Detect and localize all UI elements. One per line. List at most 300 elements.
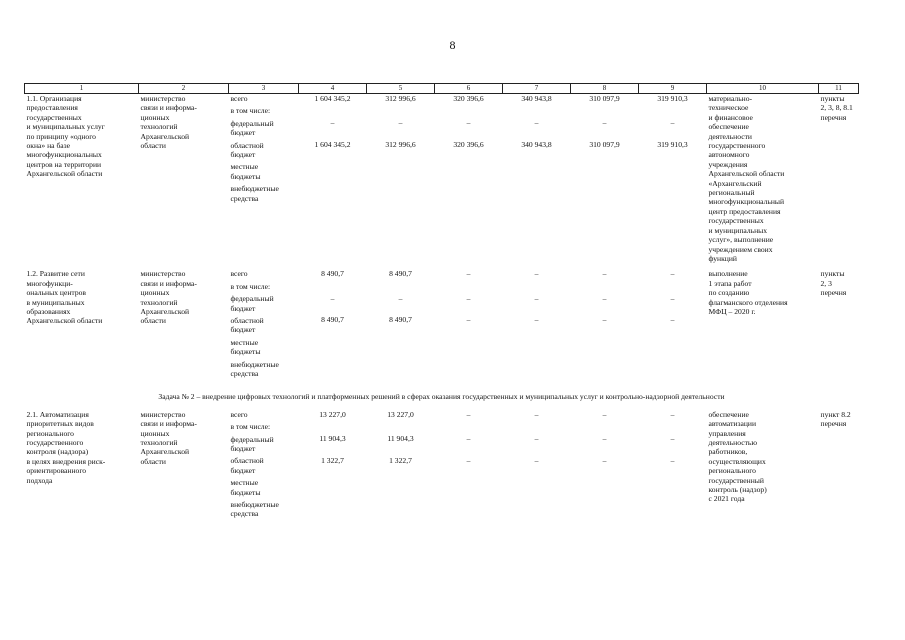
funding-value-text: 8 490,7 (321, 315, 344, 325)
spacer (573, 128, 637, 137)
measure-name-line: окна» на базе (26, 141, 71, 151)
funding-value-text: – (534, 409, 539, 419)
funding-value-text (505, 182, 569, 191)
header-cell: 3 (229, 84, 299, 94)
funding-value (301, 456, 365, 474)
funding-value-text: 1 604 345,2 (314, 139, 351, 149)
executor-line: Архангельской (140, 306, 190, 316)
funding-value-column (299, 410, 367, 522)
funding-value-text: – (398, 293, 403, 303)
funding-value (301, 337, 365, 355)
funding-value-text (301, 282, 365, 291)
expected-result-line: услуг», выполнение (708, 235, 774, 245)
spacer (573, 170, 637, 179)
funding-value-text (437, 337, 501, 346)
funding-value (505, 434, 569, 452)
spacer (573, 303, 637, 312)
measure-name (25, 269, 139, 381)
executor-line: области (140, 141, 166, 151)
funding-value-text (437, 422, 501, 431)
header-cell: 7 (503, 84, 571, 94)
header-cell: 11 (819, 84, 859, 94)
funding-value (573, 498, 637, 516)
executor-line: связи и информа- (140, 278, 197, 288)
funding-value-text (369, 422, 433, 431)
spacer (641, 128, 705, 137)
funding-value-text (301, 477, 365, 486)
spacer (437, 444, 501, 453)
funding-value-text: – (330, 118, 335, 128)
funding-value-text (505, 498, 569, 507)
funding-value-column (367, 94, 435, 264)
funding-value (573, 118, 637, 136)
funding-source (231, 184, 297, 203)
funding-value-text (369, 498, 433, 507)
funding-value (505, 422, 569, 431)
funding-value (301, 315, 365, 333)
funding-value-text: – (670, 409, 675, 419)
funding-value (437, 161, 501, 179)
funding-source (231, 410, 297, 419)
funding-value-text: 319 910,3 (657, 94, 688, 103)
funding-value-text: – (466, 434, 471, 444)
funding-source-line: в том числе: (230, 106, 271, 116)
executor-line: технологий (140, 438, 178, 447)
header-cell: 5 (367, 84, 435, 94)
funding-source-line: средства (230, 368, 259, 378)
funding-value-text: – (602, 455, 607, 465)
table-header (25, 84, 859, 94)
measure-name-line: предоставления (26, 103, 78, 113)
funding-value (573, 106, 637, 115)
executor-line: ционных (140, 428, 170, 438)
spacer (505, 170, 569, 179)
spacer (369, 149, 433, 158)
funding-source (231, 162, 297, 181)
funding-value-text: 13 227,0 (387, 409, 414, 419)
expected-result-line: многофункциональный (708, 197, 785, 207)
funding-source (231, 338, 297, 357)
funding-value-text: – (534, 434, 539, 444)
funding-source-line: всего (230, 409, 248, 419)
spacer (437, 346, 501, 355)
header-cell: 1 (25, 84, 139, 94)
funding-value (369, 498, 433, 516)
funding-source (231, 119, 297, 138)
funding-value (369, 315, 433, 333)
funding-value (301, 434, 365, 452)
funding-source-line: бюджет (230, 150, 256, 160)
spacer (505, 128, 569, 137)
funding-value (641, 140, 705, 158)
expected-result-line: «Архангельский (708, 178, 762, 188)
funding-value (505, 410, 569, 419)
spacer (505, 303, 569, 312)
funding-source-line: в том числе: (230, 422, 271, 432)
measure-name-line: по принципу «одного (26, 131, 96, 141)
funding-value-text (641, 358, 705, 367)
expected-result-line: деятельности (708, 131, 752, 141)
funding-value-text: – (602, 315, 607, 325)
funding-value-text (437, 161, 501, 170)
funding-value-text: – (466, 315, 471, 325)
spacer (301, 149, 365, 158)
spacer (573, 346, 637, 355)
funding-value (573, 294, 637, 312)
expected-result-line: обеспечение (708, 409, 749, 419)
funding-value (437, 498, 501, 516)
funding-value (573, 94, 637, 103)
spacer (505, 149, 569, 158)
funding-value-column (299, 269, 367, 381)
funding-value-column (503, 94, 571, 264)
spacer (369, 486, 433, 495)
funding-value-column (639, 410, 707, 522)
header-cell: 4 (299, 84, 367, 94)
measure-name-line: и муниципальных услуг (26, 122, 105, 132)
spacer (301, 128, 365, 137)
spacer (641, 191, 705, 200)
measure-name-line: 2.1. Автоматизация (26, 409, 89, 419)
funding-value (505, 294, 569, 312)
funding-source (231, 94, 297, 103)
measure-name-line: в муниципальных (26, 297, 85, 307)
funding-value (301, 106, 365, 115)
funding-value-text (301, 337, 365, 346)
funding-value (641, 422, 705, 431)
funding-value (573, 140, 637, 158)
funding-value (369, 410, 433, 419)
funding-value-column (299, 94, 367, 264)
funding-value (641, 294, 705, 312)
funding-value-text (437, 477, 501, 486)
funding-value-text: – (534, 118, 539, 128)
funding-value (369, 182, 433, 200)
funding-value-text (573, 282, 637, 291)
expected-result-line: Архангельской области (708, 169, 785, 179)
funding-source (231, 269, 297, 278)
funding-source-line: местные (230, 337, 259, 347)
spacer (641, 465, 705, 474)
executor-line: министерство (140, 94, 186, 103)
funding-value-text (573, 106, 637, 115)
funding-value (437, 337, 501, 355)
funding-source-line: бюджет (230, 444, 256, 453)
funding-value (573, 434, 637, 452)
expected-result-line: по созданию (708, 288, 750, 298)
funding-value-text: – (398, 118, 403, 128)
funding-source-line: бюджет (230, 128, 256, 138)
funding-value (369, 94, 433, 103)
funding-value-text: 319 910,3 (657, 139, 688, 149)
funding-value (301, 358, 365, 376)
expected-result-line: выполнение (708, 269, 748, 279)
indicator-points-line: перечня (820, 288, 847, 298)
funding-value (437, 456, 501, 474)
funding-value (641, 106, 705, 115)
executor-line: ционных (140, 112, 170, 122)
funding-value-text: 8 490,7 (389, 315, 412, 325)
spacer (301, 367, 365, 376)
spacer (573, 465, 637, 474)
funding-value-text (641, 161, 705, 170)
expected-result-line: государственный (708, 475, 764, 485)
funding-value-text: – (466, 269, 471, 279)
funding-value (573, 269, 637, 278)
funding-value (369, 282, 433, 291)
expected-result-line: государственных (708, 216, 764, 226)
funding-value (505, 315, 569, 333)
executor-line: Архангельской (140, 131, 190, 141)
funding-value-text (505, 358, 569, 367)
spacer (301, 303, 365, 312)
funding-value-text: 1 604 345,2 (314, 94, 351, 103)
funding-value-text (573, 477, 637, 486)
spacer (369, 444, 433, 453)
funding-value (641, 337, 705, 355)
funding-value-text (301, 498, 365, 507)
spacer (369, 465, 433, 474)
funding-source-line: бюджет (230, 325, 256, 335)
funding-source (231, 422, 297, 431)
funding-value-text (369, 106, 433, 115)
funding-source-line: внебюджетные (230, 500, 279, 510)
funding-value (641, 182, 705, 200)
funding-value (437, 358, 501, 376)
spacer (301, 170, 365, 179)
funding-value (505, 337, 569, 355)
funding-value (641, 282, 705, 291)
funding-value-text (641, 106, 705, 115)
indicator-points (819, 94, 859, 264)
spacer (505, 346, 569, 355)
funding-value (505, 94, 569, 103)
funding-source (231, 106, 297, 115)
expected-result-line: флагманского отделения (708, 297, 788, 307)
funding-value-text: 8 490,7 (321, 269, 344, 279)
funding-value (573, 161, 637, 179)
funding-source (231, 360, 297, 379)
funding-source (231, 435, 297, 454)
spacer (369, 507, 433, 516)
funding-value (573, 456, 637, 474)
funding-value (573, 182, 637, 200)
funding-value (573, 315, 637, 333)
funding-value-text (437, 106, 501, 115)
indicator-points-line: перечня (820, 112, 847, 122)
spacer (301, 191, 365, 200)
funding-value-text: – (466, 293, 471, 303)
funding-value (573, 337, 637, 355)
executor-line: области (140, 456, 166, 466)
spacer (573, 367, 637, 376)
measure-name-line: 1.1. Организация (26, 94, 82, 103)
expected-result (707, 269, 819, 381)
funding-value (505, 477, 569, 495)
funding-value-text (437, 358, 501, 367)
funding-value (641, 456, 705, 474)
expected-result-line: и финансовое (708, 112, 753, 122)
funding-sources (229, 94, 299, 264)
spacer (369, 128, 433, 137)
expected-result-line: работников, (708, 447, 748, 457)
spacer (301, 486, 365, 495)
indicator-points-line: перечня (820, 419, 847, 429)
spacer (641, 149, 705, 158)
expected-result-line: государственного (708, 141, 766, 151)
measure-name-line: в целях внедрения риск- (26, 456, 106, 466)
funding-value-text: 13 227,0 (319, 409, 346, 419)
expected-result-line: с 2021 года (708, 494, 745, 504)
funding-value-text: – (670, 455, 675, 465)
measure-name-line: 1.2. Развитие сети (26, 269, 85, 279)
funding-source-line: местные (230, 162, 259, 172)
expected-result-line: региональный (708, 188, 755, 198)
funding-value-text (301, 422, 365, 431)
spacer (437, 170, 501, 179)
measure-name-line: регионального (26, 428, 74, 438)
funding-source-line: федеральный (230, 434, 274, 444)
measure-name (25, 410, 139, 522)
funding-value-text: 340 943,8 (521, 139, 552, 149)
executor-line: технологий (140, 122, 178, 132)
funding-value (505, 161, 569, 179)
funding-value-column (571, 410, 639, 522)
spacer (573, 486, 637, 495)
header-cell: 8 (571, 84, 639, 94)
spacer (573, 444, 637, 453)
executor-line: министерство (140, 409, 186, 419)
funding-value (641, 434, 705, 452)
expected-result-line: обеспечение (708, 122, 749, 132)
funding-value (437, 422, 501, 431)
funding-value-text: 1 322,7 (389, 455, 412, 465)
funding-value-text (641, 182, 705, 191)
table-row (25, 410, 859, 522)
funding-sources (229, 410, 299, 522)
funding-value-text (573, 182, 637, 191)
spacer (573, 149, 637, 158)
funding-value (369, 294, 433, 312)
funding-source (231, 456, 297, 475)
measure-name-line: государственных (26, 112, 82, 122)
funding-value (437, 434, 501, 452)
funding-value-text (573, 422, 637, 431)
funding-source-line: бюджет (230, 465, 256, 475)
spacer (641, 486, 705, 495)
spacer (301, 465, 365, 474)
funding-source-line: средства (230, 509, 259, 519)
expected-result-line: осуществляющих (708, 456, 766, 466)
spacer (437, 507, 501, 516)
funding-value (301, 94, 365, 103)
funding-value-column (503, 269, 571, 381)
spacer (437, 465, 501, 474)
funding-sources (229, 269, 299, 381)
funding-value-column (639, 269, 707, 381)
funding-source (231, 282, 297, 291)
funding-value (369, 106, 433, 115)
funding-value-text (437, 182, 501, 191)
funding-value-text: – (466, 409, 471, 419)
funding-value (505, 456, 569, 474)
header-cell: 6 (435, 84, 503, 94)
measure-name-line: многофункциональных (26, 150, 102, 160)
measure-name-line: государственного (26, 438, 84, 447)
measure-name-line: ональных центров (26, 288, 87, 298)
executor-line: связи и информа- (140, 419, 197, 429)
spacer (369, 346, 433, 355)
funding-value (505, 106, 569, 115)
funding-source-line: бюджеты (230, 347, 261, 357)
funding-value (573, 410, 637, 419)
task-title: Задача № 2 – внедрение цифровых технологий и платформенных решений в сферах оказания государственных и муниципальных услуг и контрольно-надзорной деятельности (158, 392, 725, 402)
funding-value (437, 118, 501, 136)
funding-value (641, 118, 705, 136)
spacer (505, 191, 569, 200)
funding-value-text (505, 422, 569, 431)
table-row (25, 269, 859, 381)
funding-value (301, 282, 365, 291)
spacer (505, 465, 569, 474)
expected-result-line: и муниципальных (708, 225, 768, 235)
funding-value (505, 118, 569, 136)
funding-value-column (367, 410, 435, 522)
funding-value-text (573, 358, 637, 367)
spacer (301, 444, 365, 453)
funding-value-text (301, 358, 365, 367)
program-table (24, 83, 859, 522)
expected-result-line: автономного (708, 150, 750, 160)
funding-value-text: 11 904,3 (319, 434, 346, 444)
measure-name-line: приоритетных видов (26, 419, 94, 429)
funding-value-text: – (534, 455, 539, 465)
funding-value (505, 498, 569, 516)
funding-source-line: средства (230, 193, 259, 203)
funding-source-line: областной (230, 140, 264, 150)
funding-value-text (369, 337, 433, 346)
indicator-points (819, 410, 859, 522)
funding-source-line: областной (230, 456, 264, 466)
funding-source-line: бюджет (230, 303, 256, 313)
funding-value-text: – (670, 315, 675, 325)
spacer (301, 325, 365, 334)
funding-value (369, 358, 433, 376)
funding-value-text (641, 282, 705, 291)
funding-value-text: 8 490,7 (389, 269, 412, 279)
expected-result (707, 94, 819, 264)
funding-value-text: – (534, 269, 539, 279)
funding-value-text (369, 358, 433, 367)
funding-value (641, 315, 705, 333)
funding-value-text: – (602, 293, 607, 303)
spacer (641, 367, 705, 376)
spacer (641, 303, 705, 312)
funding-value (437, 182, 501, 200)
spacer (437, 486, 501, 495)
funding-value-text: – (670, 434, 675, 444)
funding-value (369, 140, 433, 158)
spacer (369, 367, 433, 376)
expected-result-line: функций (708, 253, 737, 263)
spacer (573, 507, 637, 516)
executor-line: министерство (140, 269, 186, 279)
funding-value-text: 11 904,3 (387, 434, 414, 444)
expected-result-line: учреждения (708, 159, 748, 169)
expected-result-line: деятельностью (708, 438, 758, 447)
funding-value (301, 269, 365, 278)
spacer (641, 170, 705, 179)
